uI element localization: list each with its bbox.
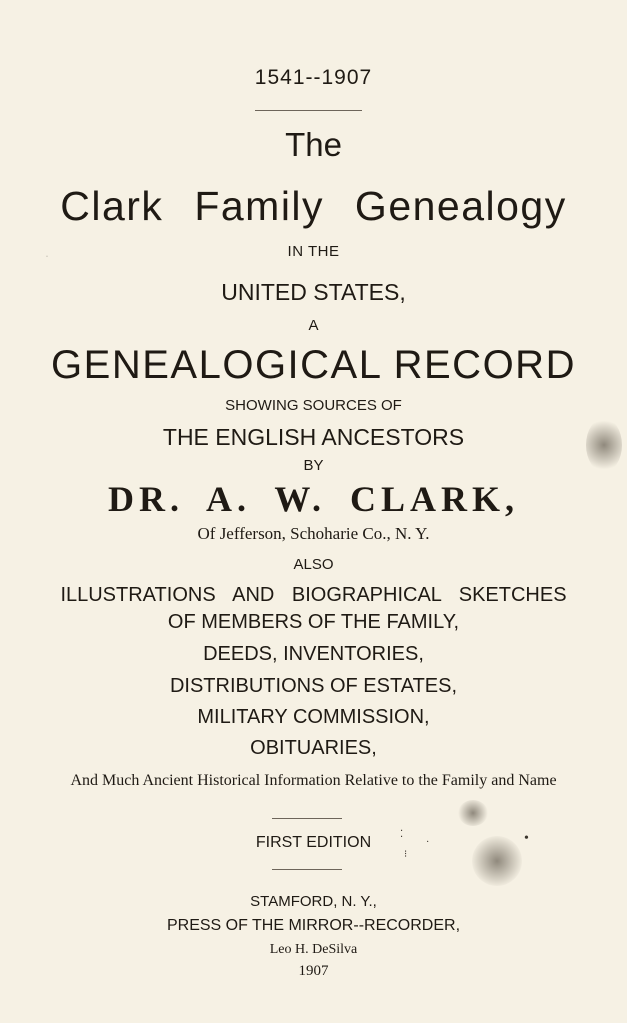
paper-blemish (458, 800, 488, 826)
date-range: 1541--1907 (254, 66, 373, 89)
genealogical-record-heading: GENEALOGICAL RECORD (51, 343, 576, 387)
edition-upper-rule (272, 818, 342, 819)
showing-sources-line: SHOWING SOURCES OF (225, 397, 402, 414)
edition-line: FIRST EDITION (255, 834, 372, 851)
top-rule (255, 110, 362, 111)
subtitle-a: A (308, 317, 319, 334)
author-location: Of Jefferson, Schoharie Co., N. Y. (197, 524, 430, 543)
historical-info-line: And Much Ancient Historical Information Relative to the Family and Name (70, 772, 557, 789)
paper-speck: · (426, 837, 430, 848)
contents-line-3: DEEDS, INVENTORIES, (203, 643, 424, 665)
paper-blemish (586, 418, 622, 472)
by-line: BY (303, 457, 324, 474)
also-line: ALSO (293, 556, 334, 573)
publisher-city: STAMFORD, N. Y., (250, 893, 377, 910)
english-ancestors-line: THE ENGLISH ANCESTORS (162, 424, 465, 450)
paper-speck: · (46, 254, 48, 260)
paper-speck: ⁝ (404, 849, 408, 860)
contents-line-1: ILLUSTRATIONS AND BIOGRAPHICAL SKETCHES (60, 584, 567, 606)
contents-line-5: MILITARY COMMISSION, (197, 706, 430, 728)
contents-line-4: DISTRIBUTIONS OF ESTATES, (169, 675, 458, 697)
author-name: DR. A. W. CLARK, (107, 479, 520, 519)
subtitle-united-states: UNITED STATES, (221, 279, 406, 305)
paper-blemish (472, 836, 522, 886)
title-the: The (285, 126, 342, 163)
contents-line-2: OF MEMBERS OF THE FAMILY, (167, 611, 460, 633)
press-line: PRESS OF THE MIRROR--RECORDER, (166, 917, 461, 934)
edition-lower-rule (272, 869, 342, 870)
contents-line-6: OBITUARIES, (250, 737, 377, 759)
paper-speck: • (524, 831, 529, 846)
publication-year: 1907 (298, 963, 329, 979)
printer-name: Leo H. DeSilva (269, 942, 358, 957)
main-title: Clark Family Genealogy (60, 183, 567, 229)
paper-speck: ⁚ (400, 829, 404, 840)
subtitle-in-the: IN THE (287, 243, 340, 260)
